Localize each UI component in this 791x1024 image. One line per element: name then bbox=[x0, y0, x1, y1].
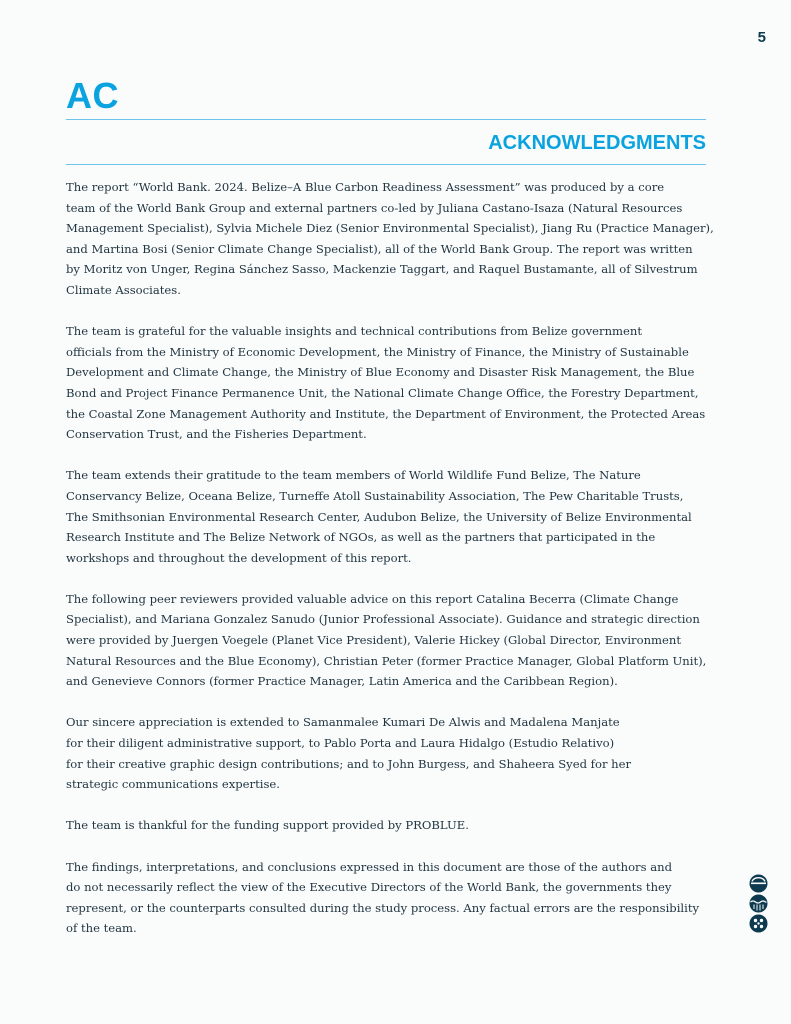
text-line: Our sincere appreciation is extended to Samanmalee Kumari De Alwis and Madalena Manjate bbox=[66, 715, 620, 730]
text-line: Research Institute and The Belize Network of NGOs, as well as the partners that participated in the bbox=[66, 530, 656, 545]
text-line: team of the World Bank Group and external partners co-led by Juliana Castano-Isaza (Natural Resources bbox=[66, 200, 683, 215]
text-line: of the team. bbox=[66, 921, 137, 936]
divider-top bbox=[66, 119, 706, 120]
text-line: The report “World Bank. 2024. Belize–A Blue Carbon Readiness Assessment” was produced by a core bbox=[66, 180, 665, 194]
text-line: and Genevieve Connors (former Practice Manager, Latin America and the Caribbean Region). bbox=[66, 674, 618, 689]
divider-bottom bbox=[66, 164, 706, 165]
wave-circle-icon bbox=[748, 894, 769, 913]
text-line: represent, or the counterparts consulted during the study process. Any factual errors are the responsibility bbox=[66, 900, 700, 915]
dotted-circle-icon bbox=[748, 914, 769, 933]
text-line: The team extends their gratitude to the team members of World Wildlife Fund Belize, The Nature bbox=[66, 468, 641, 483]
text-line: and Martina Bosi (Senior Climate Change Specialist), all of the World Bank Group. The report was written bbox=[66, 241, 693, 256]
text-line: Bond and Project Finance Permanence Unit, the National Climate Change Office, the Forestry Department, bbox=[66, 385, 699, 400]
text-line: The team is grateful for the valuable insights and technical contributions from Belize government bbox=[66, 324, 643, 339]
text-line: for their creative graphic design contributions; and to John Burgess, and Shaheera Syed for her bbox=[66, 756, 632, 771]
paragraph-reviewers bbox=[66, 589, 706, 692]
text-line: Natural Resources and the Blue Economy), Christian Peter (former Practice Manager, Global Platform Unit), bbox=[66, 653, 707, 668]
text-line: Specialist), and Mariana Gonzalez Sanudo (Junior Professional Associate). Guidance and strategic direction bbox=[66, 612, 700, 627]
paragraph-core-team bbox=[66, 177, 714, 301]
page-number: 5 bbox=[757, 29, 766, 46]
text-line: by Moritz von Unger, Regina Sánchez Sasso, Mackenzie Taggart, and Raquel Bustamante, all of Silvestrum bbox=[66, 262, 698, 277]
paragraph-government bbox=[66, 321, 706, 445]
text-line: officials from the Ministry of Economic Development, the Ministry of Finance, the Ministry of Sustainable bbox=[66, 344, 689, 359]
text-line: strategic communications expertise. bbox=[66, 777, 280, 792]
paragraph-funding bbox=[66, 815, 706, 836]
page-title: ACKNOWLEDGMENTS bbox=[488, 132, 706, 154]
text-line: Development and Climate Change, the Ministry of Blue Economy and Disaster Risk Management, the Blue bbox=[66, 365, 695, 380]
text-line: Management Specialist), Sylvia Michele Diez (Senior Environmental Specialist), Jiang Ru (Practice Manager), bbox=[66, 221, 714, 236]
text-line: Conservancy Belize, Oceana Belize, Turneffe Atoll Sustainability Association, The Pew Charitable Trusts, bbox=[66, 488, 684, 503]
text-line: Conservation Trust, and the Fisheries Department. bbox=[66, 427, 367, 442]
horizon-circle-icon bbox=[748, 874, 769, 893]
acknowledgments-body bbox=[66, 177, 714, 960]
text-line: workshops and throughout the development of this report. bbox=[66, 550, 412, 565]
text-line: for their diligent administrative support, to Pablo Porta and Laura Hidalgo (Estudio Relativo) bbox=[66, 736, 615, 751]
text-line: The findings, interpretations, and conclusions expressed in this document are those of the authors and bbox=[66, 859, 673, 874]
text-line: The Smithsonian Environmental Research Center, Audubon Belize, the University of Belize Environmental bbox=[66, 509, 692, 524]
text-line: the Coastal Zone Management Authority and Institute, the Department of Environment, the Protected Areas bbox=[66, 406, 706, 421]
paragraph-appreciation bbox=[66, 712, 706, 794]
paragraph-partners bbox=[66, 465, 706, 568]
text-line: do not necessarily reflect the view of the Executive Directors of the World Bank, the governments they bbox=[66, 880, 672, 895]
section-code: AC bbox=[66, 75, 119, 116]
text-line: Climate Associates. bbox=[66, 282, 181, 297]
text-line: were provided by Juergen Voegele (Planet Vice President), Valerie Hickey (Global Director, Environment bbox=[66, 633, 682, 648]
text-line: The following peer reviewers provided valuable advice on this report Catalina Becerra (Climate Change bbox=[66, 591, 679, 606]
text-line: The team is thankful for the funding support provided by PROBLUE. bbox=[66, 818, 469, 833]
brand-logo-stack bbox=[748, 874, 769, 934]
paragraph-disclaimer bbox=[66, 857, 706, 939]
